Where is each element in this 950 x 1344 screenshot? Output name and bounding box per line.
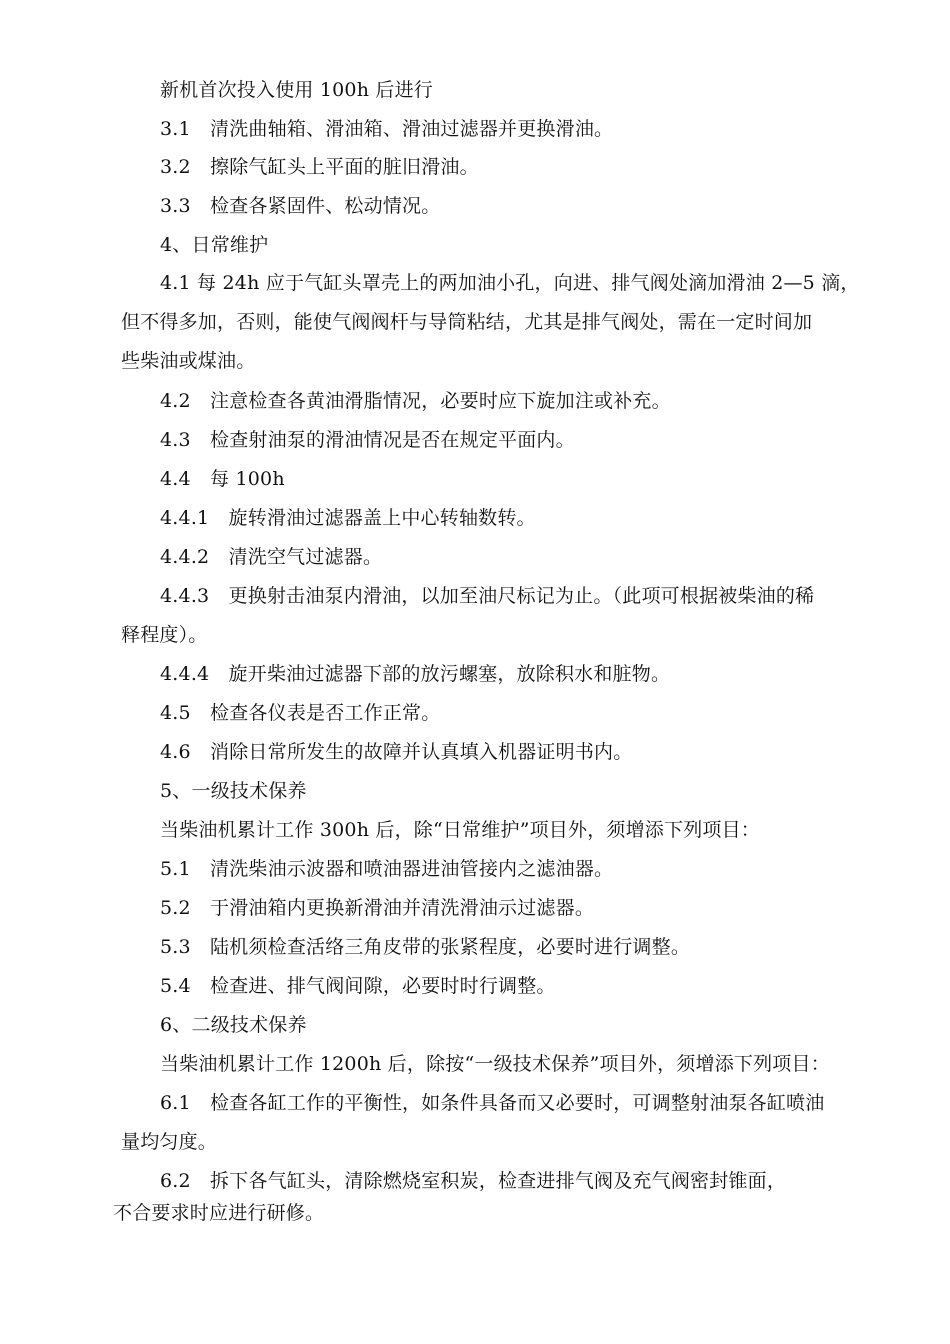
section-5-intro: 当柴油机累计工作 300h 后，除“日常维护”项目外，须增添下列项目：	[160, 819, 761, 841]
intro-line: 新机首次投入使用 100h 后进行	[160, 79, 433, 101]
item-4-4-3-line-1: 4.4.3 更换射击油泵内滑油，以加至油尺标记为止。（此项可根据被柴油的稀	[160, 585, 815, 607]
item-4-4-1: 4.4.1 旋转滑油过滤器盖上中心转轴数转。	[160, 507, 536, 529]
item-4-6: 4.6 消除日常所发生的故障并认真填入机器证明书内。	[160, 741, 633, 763]
item-4-3: 4.3 检查射油泵的滑油情况是否在规定平面内。	[160, 429, 575, 451]
section-5-heading: 5、一级技术保养	[160, 780, 307, 802]
item-4-5: 4.5 检查各仪表是否工作正常。	[160, 702, 441, 724]
item-5-1: 5.1 清洗柴油示波器和喷油器进油管接内之滤油器。	[160, 858, 614, 880]
item-4-4-4: 4.4.4 旋开柴油过滤器下部的放污螺塞，放除积水和脏物。	[160, 663, 671, 685]
section-4-heading: 4、日常维护	[160, 234, 269, 256]
item-6-2-line-1: 6.2 拆下各气缸头，清除燃烧室积炭，检查进排气阀及充气阀密封锥面，	[160, 1170, 787, 1192]
item-4-2: 4.2 注意检查各黄油滑脂情况，必要时应下旋加注或补充。	[160, 390, 671, 412]
item-4-4-3-line-2: 释程度）。	[121, 624, 208, 646]
item-3-2: 3.2 擦除气缸头上平面的脏旧滑油。	[160, 156, 479, 178]
item-5-3: 5.3 陆机须检查活络三角皮带的张紧程度，必要时进行调整。	[160, 936, 691, 958]
item-4-1-line-2: 但不得多加，否则，能使气阀阀杆与导筒粘结，尤其是排气阀处，需在一定时间加	[121, 311, 813, 333]
item-5-4: 5.4 检查进、排气阀间隙，必要时时行调整。	[160, 975, 556, 997]
item-4-1-line-3: 些柴油或煤油。	[121, 350, 256, 372]
item-6-2-line-2: 不合要求时应进行研修。	[113, 1202, 325, 1224]
item-4-4: 4.4 每 100h	[160, 468, 285, 490]
item-6-1-line-2: 量均匀度。	[121, 1131, 218, 1153]
section-6-intro: 当柴油机累计工作 1200h 后，除按“一级技术保养”项目外，须增添下列项目：	[160, 1053, 830, 1075]
item-6-1-line-1: 6.1 检查各缸工作的平衡性，如条件具备而又必要时，可调整射油泵各缸喷油	[160, 1092, 825, 1114]
item-4-4-2: 4.4.2 清洗空气过滤器。	[160, 546, 383, 568]
item-3-1: 3.1 清洗曲轴箱、滑油箱、滑油过滤器并更换滑油。	[160, 118, 614, 140]
item-4-1-line-1: 4.1 每 24h 应于气缸头罩壳上的两加油小孔，向进、排气阀处滴加滑油 2—5 滴，	[160, 272, 860, 294]
item-5-2: 5.2 于滑油箱内更换新滑油并清洗滑油示过滤器。	[160, 897, 595, 919]
item-3-3: 3.3 检查各紧固件、松动情况。	[160, 195, 441, 217]
section-6-heading: 6、二级技术保养	[160, 1014, 307, 1036]
